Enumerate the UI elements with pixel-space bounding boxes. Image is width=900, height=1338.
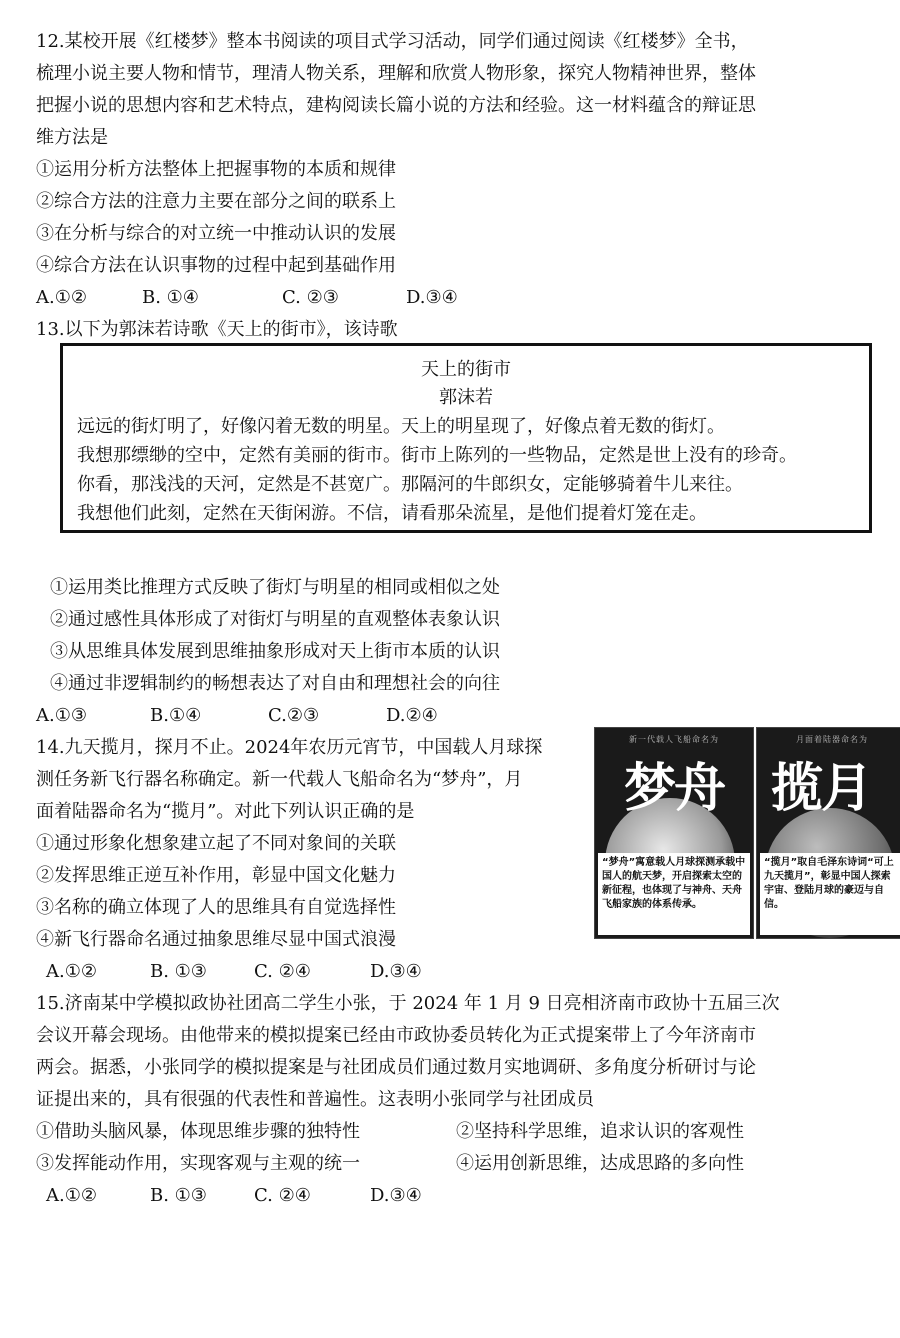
q12-stem-line: 维方法是 bbox=[36, 127, 108, 148]
poster-title: 揽月 bbox=[771, 759, 872, 819]
poem-line: 我想他们此刻，定然在天街闲游。不信，请看那朵流星，是他们提着灯笼在走。 bbox=[77, 503, 707, 524]
q12-item: ③在分析与综合的对立统一中推动认识的发展 bbox=[36, 223, 396, 244]
q12-stem-line: 12.某校开展《红楼梦》整本书阅读的项目式学习活动，同学们通过阅读《红楼梦》全书， bbox=[36, 31, 749, 52]
q14-item: ③名称的确立体现了人的思维具有自觉选择性 bbox=[36, 897, 396, 918]
q14-option-d[interactable]: D.③④ bbox=[370, 961, 422, 982]
q15-option-a[interactable]: A.①② bbox=[46, 1185, 97, 1206]
poem-line: 我想那缥缈的空中，定然有美丽的街市。街市上陈列的一些物品，定然是世上没有的珍奇。 bbox=[77, 445, 797, 466]
q13-option-d[interactable]: D.②④ bbox=[386, 705, 438, 726]
q15-stem-line: 会议开幕会现场。由他带来的模拟提案已经由市政协委员转化为正式提案带上了今年济南市 bbox=[36, 1025, 756, 1046]
q12-option-b[interactable]: B. ①④ bbox=[142, 287, 199, 308]
q12-option-d[interactable]: D.③④ bbox=[406, 287, 458, 308]
q12-stem-line: 梳理小说主要人物和情节，理清人物关系，理解和欣赏人物形象，探究人物精神世界，整体 bbox=[36, 63, 756, 84]
q12-item: ①运用分析方法整体上把握事物的本质和规律 bbox=[36, 159, 396, 180]
q13-option-b[interactable]: B.①④ bbox=[150, 705, 202, 726]
poem-title: 天上的街市 bbox=[421, 359, 511, 380]
q13-stem: 13.以下为郭沫若诗歌《天上的街市》，该诗歌 bbox=[36, 319, 398, 340]
poster-caption: “梦舟”寓意载人月球探测承载中国人的航天梦，开启探索太空的新征程，也体现了与神舟、天舟飞船家族的体系传承。 bbox=[598, 853, 750, 935]
q15-item: ①借助头脑风暴，体现思维步骤的独特性 bbox=[36, 1121, 360, 1142]
q12-options bbox=[36, 286, 458, 310]
q13-item: ③从思维具体发展到思维抽象形成对天上街市本质的认识 bbox=[50, 641, 500, 662]
poster-title: 梦舟 bbox=[623, 759, 724, 819]
poster-top-text: 新一代载人飞船命名为 bbox=[629, 735, 719, 744]
poem-box bbox=[60, 343, 872, 533]
q12-option-c[interactable]: C. ②③ bbox=[282, 287, 339, 308]
q12-item: ④综合方法在认识事物的过程中起到基础作用 bbox=[36, 255, 396, 276]
q13-option-a[interactable]: A.①③ bbox=[36, 705, 87, 726]
q13-item: ④通过非逻辑制约的畅想表达了对自由和理想社会的向往 bbox=[50, 673, 500, 694]
q14-option-a[interactable]: A.①② bbox=[46, 961, 97, 982]
q15-item: ②坚持科学思维，追求认识的客观性 bbox=[456, 1121, 744, 1142]
poster-mengzhou bbox=[594, 727, 754, 939]
q12-stem-line: 把握小说的思想内容和艺术特点，建构阅读长篇小说的方法和经验。这一材料蕴含的辩证思 bbox=[36, 95, 756, 116]
q13-option-c[interactable]: C.②③ bbox=[268, 705, 320, 726]
poster-lanyue bbox=[756, 727, 900, 939]
q15-stem-line: 15.济南某中学模拟政协社团高二学生小张，于 2024 年 1 月 9 日亮相济南市政协十五届三次 bbox=[36, 993, 780, 1014]
poem-author: 郭沫若 bbox=[439, 387, 493, 408]
q15-option-b[interactable]: B. ①③ bbox=[150, 1185, 207, 1206]
q14-option-c[interactable]: C. ②④ bbox=[254, 961, 311, 982]
q15-options bbox=[46, 1184, 422, 1208]
q15-stem-line: 两会。据悉，小张同学的模拟提案是与社团成员们通过数月实地调研、多角度分析研讨与论 bbox=[36, 1057, 756, 1078]
q15-stem-line: 证提出来的，具有很强的代表性和普遍性。这表明小张同学与社团成员 bbox=[36, 1089, 594, 1110]
q15-option-c[interactable]: C. ②④ bbox=[254, 1185, 311, 1206]
q15-option-d[interactable]: D.③④ bbox=[370, 1185, 422, 1206]
q13-item: ②通过感性具体形成了对街灯与明星的直观整体表象认识 bbox=[50, 609, 500, 630]
poem-line: 远远的街灯明了，好像闪着无数的明星。天上的明星现了，好像点着无数的街灯。 bbox=[77, 416, 725, 437]
poster-caption: “揽月”取自毛泽东诗词“可上九天揽月”，彰显中国人探索宇宙、登陆月球的豪迈与自信。 bbox=[760, 853, 900, 935]
q14-option-b[interactable]: B. ①③ bbox=[150, 961, 207, 982]
q13-options bbox=[36, 704, 438, 728]
q14-stem-line: 面着陆器命名为“揽月”。对此下列认识正确的是 bbox=[36, 801, 415, 822]
q14-item: ①通过形象化想象建立起了不同对象间的关联 bbox=[36, 833, 396, 854]
q13-item: ①运用类比推理方式反映了街灯与明星的相同或相似之处 bbox=[50, 577, 500, 598]
q15-item: ④运用创新思维，达成思路的多向性 bbox=[456, 1153, 744, 1174]
q14-item: ②发挥思维正逆互补作用，彰显中国文化魅力 bbox=[36, 865, 396, 886]
poster-top-text: 月面着陆器命名为 bbox=[796, 735, 868, 744]
q12-option-a[interactable]: A.①② bbox=[36, 287, 87, 308]
q14-stem-line: 14.九天揽月，探月不止。2024年农历元宵节，中国载人月球探 bbox=[36, 737, 543, 758]
q12-item: ②综合方法的注意力主要在部分之间的联系上 bbox=[36, 191, 396, 212]
poem-line: 你看，那浅浅的天河，定然是不甚宽广。那隔河的牛郎织女，定能够骑着牛儿来往。 bbox=[77, 474, 743, 495]
q14-options bbox=[46, 960, 422, 984]
q14-item: ④新飞行器命名通过抽象思维尽显中国式浪漫 bbox=[36, 929, 396, 950]
q15-item: ③发挥能动作用，实现客观与主观的统一 bbox=[36, 1153, 360, 1174]
q14-stem-line: 测任务新飞行器名称确定。新一代载人飞船命名为“梦舟”，月 bbox=[36, 769, 523, 790]
